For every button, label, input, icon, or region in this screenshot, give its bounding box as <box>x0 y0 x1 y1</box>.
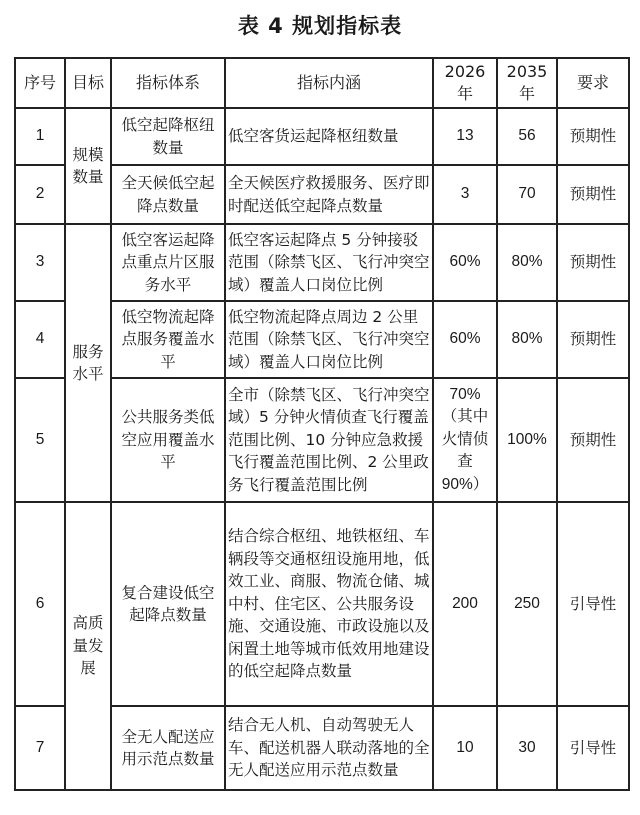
row-number: 5 <box>15 378 65 502</box>
requirement-cell: 预期性 <box>557 165 629 224</box>
goal-cell: 规模数量 <box>65 108 111 224</box>
system-cell: 全天候低空起降点数量 <box>111 165 225 224</box>
content-cell: 结合无人机、自动驾驶无人车、配送机器人联动落地的全无人配送应用示范点数量 <box>225 706 433 790</box>
content-cell: 全天候医疗救援服务、医疗即时配送低空起降点数量 <box>225 165 433 224</box>
value-2026: 70%（其中火情侦查 90%） <box>433 378 497 502</box>
header-system: 指标体系 <box>111 58 225 108</box>
system-cell: 低空物流起降点服务覆盖水平 <box>111 301 225 378</box>
requirement-cell: 引导性 <box>557 706 629 790</box>
content-cell: 低空物流起降点周边 2 公里范围（除禁飞区、飞行冲突空域）覆盖人口岗位比例 <box>225 301 433 378</box>
table-row <box>15 502 629 706</box>
goal-cell: 高质量发展 <box>65 502 111 790</box>
table-title: 表 4 规划指标表 <box>237 14 403 38</box>
row-number: 4 <box>15 301 65 378</box>
header-goal: 目标 <box>65 58 111 108</box>
system-cell: 公共服务类低空应用覆盖水平 <box>111 378 225 502</box>
header-no: 序号 <box>15 58 65 108</box>
row-number: 2 <box>15 165 65 224</box>
header-content: 指标内涵 <box>225 58 433 108</box>
value-2035: 80% <box>497 224 557 301</box>
requirement-cell: 预期性 <box>557 108 629 165</box>
value-2035: 80% <box>497 301 557 378</box>
row-number: 6 <box>15 502 65 706</box>
system-cell: 复合建设低空起降点数量 <box>111 502 225 706</box>
value-2026: 60% <box>433 301 497 378</box>
goal-cell: 服务水平 <box>65 224 111 502</box>
value-2035: 30 <box>497 706 557 790</box>
content-cell: 结合综合枢纽、地铁枢纽、车辆段等交通枢纽设施用地，低效工业、商服、物流仓储、城中村、住宅区、公共服务设施、交通设施、市政设施以及闲置土地等城市低效用地建设的低空起降点数量 <box>225 502 433 706</box>
content-cell: 低空客运起降点 5 分钟接驳范围（除禁飞区、飞行冲突空域）覆盖人口岗位比例 <box>225 224 433 301</box>
system-cell: 低空客运起降点重点片区服务水平 <box>111 224 225 301</box>
header-2035: 2035 年 <box>497 58 557 108</box>
value-2026: 13 <box>433 108 497 165</box>
requirement-cell: 预期性 <box>557 301 629 378</box>
value-2035: 56 <box>497 108 557 165</box>
table-row <box>15 108 629 165</box>
row-number: 7 <box>15 706 65 790</box>
value-2035: 250 <box>497 502 557 706</box>
system-cell: 全无人配送应用示范点数量 <box>111 706 225 790</box>
indicator-table <box>14 57 630 791</box>
requirement-cell: 预期性 <box>557 378 629 502</box>
value-2026: 200 <box>433 502 497 706</box>
value-2026: 10 <box>433 706 497 790</box>
row-number: 3 <box>15 224 65 301</box>
header-2026: 2026 年 <box>433 58 497 108</box>
content-cell: 低空客货运起降枢纽数量 <box>225 108 433 165</box>
system-cell: 低空起降枢纽数量 <box>111 108 225 165</box>
value-2026: 3 <box>433 165 497 224</box>
value-2035: 100% <box>497 378 557 502</box>
value-2026: 60% <box>433 224 497 301</box>
requirement-cell: 预期性 <box>557 224 629 301</box>
table-row <box>15 224 629 301</box>
requirement-cell: 引导性 <box>557 502 629 706</box>
header-requirement: 要求 <box>557 58 629 108</box>
content-cell: 全市（除禁飞区、飞行冲突空域）5 分钟火情侦查飞行覆盖范围比例、10 分钟应急救援飞行覆盖范围比例、2 公里政务飞行覆盖范围比例 <box>225 378 433 502</box>
value-2035: 70 <box>497 165 557 224</box>
table-header-row <box>15 58 629 108</box>
row-number: 1 <box>15 108 65 165</box>
